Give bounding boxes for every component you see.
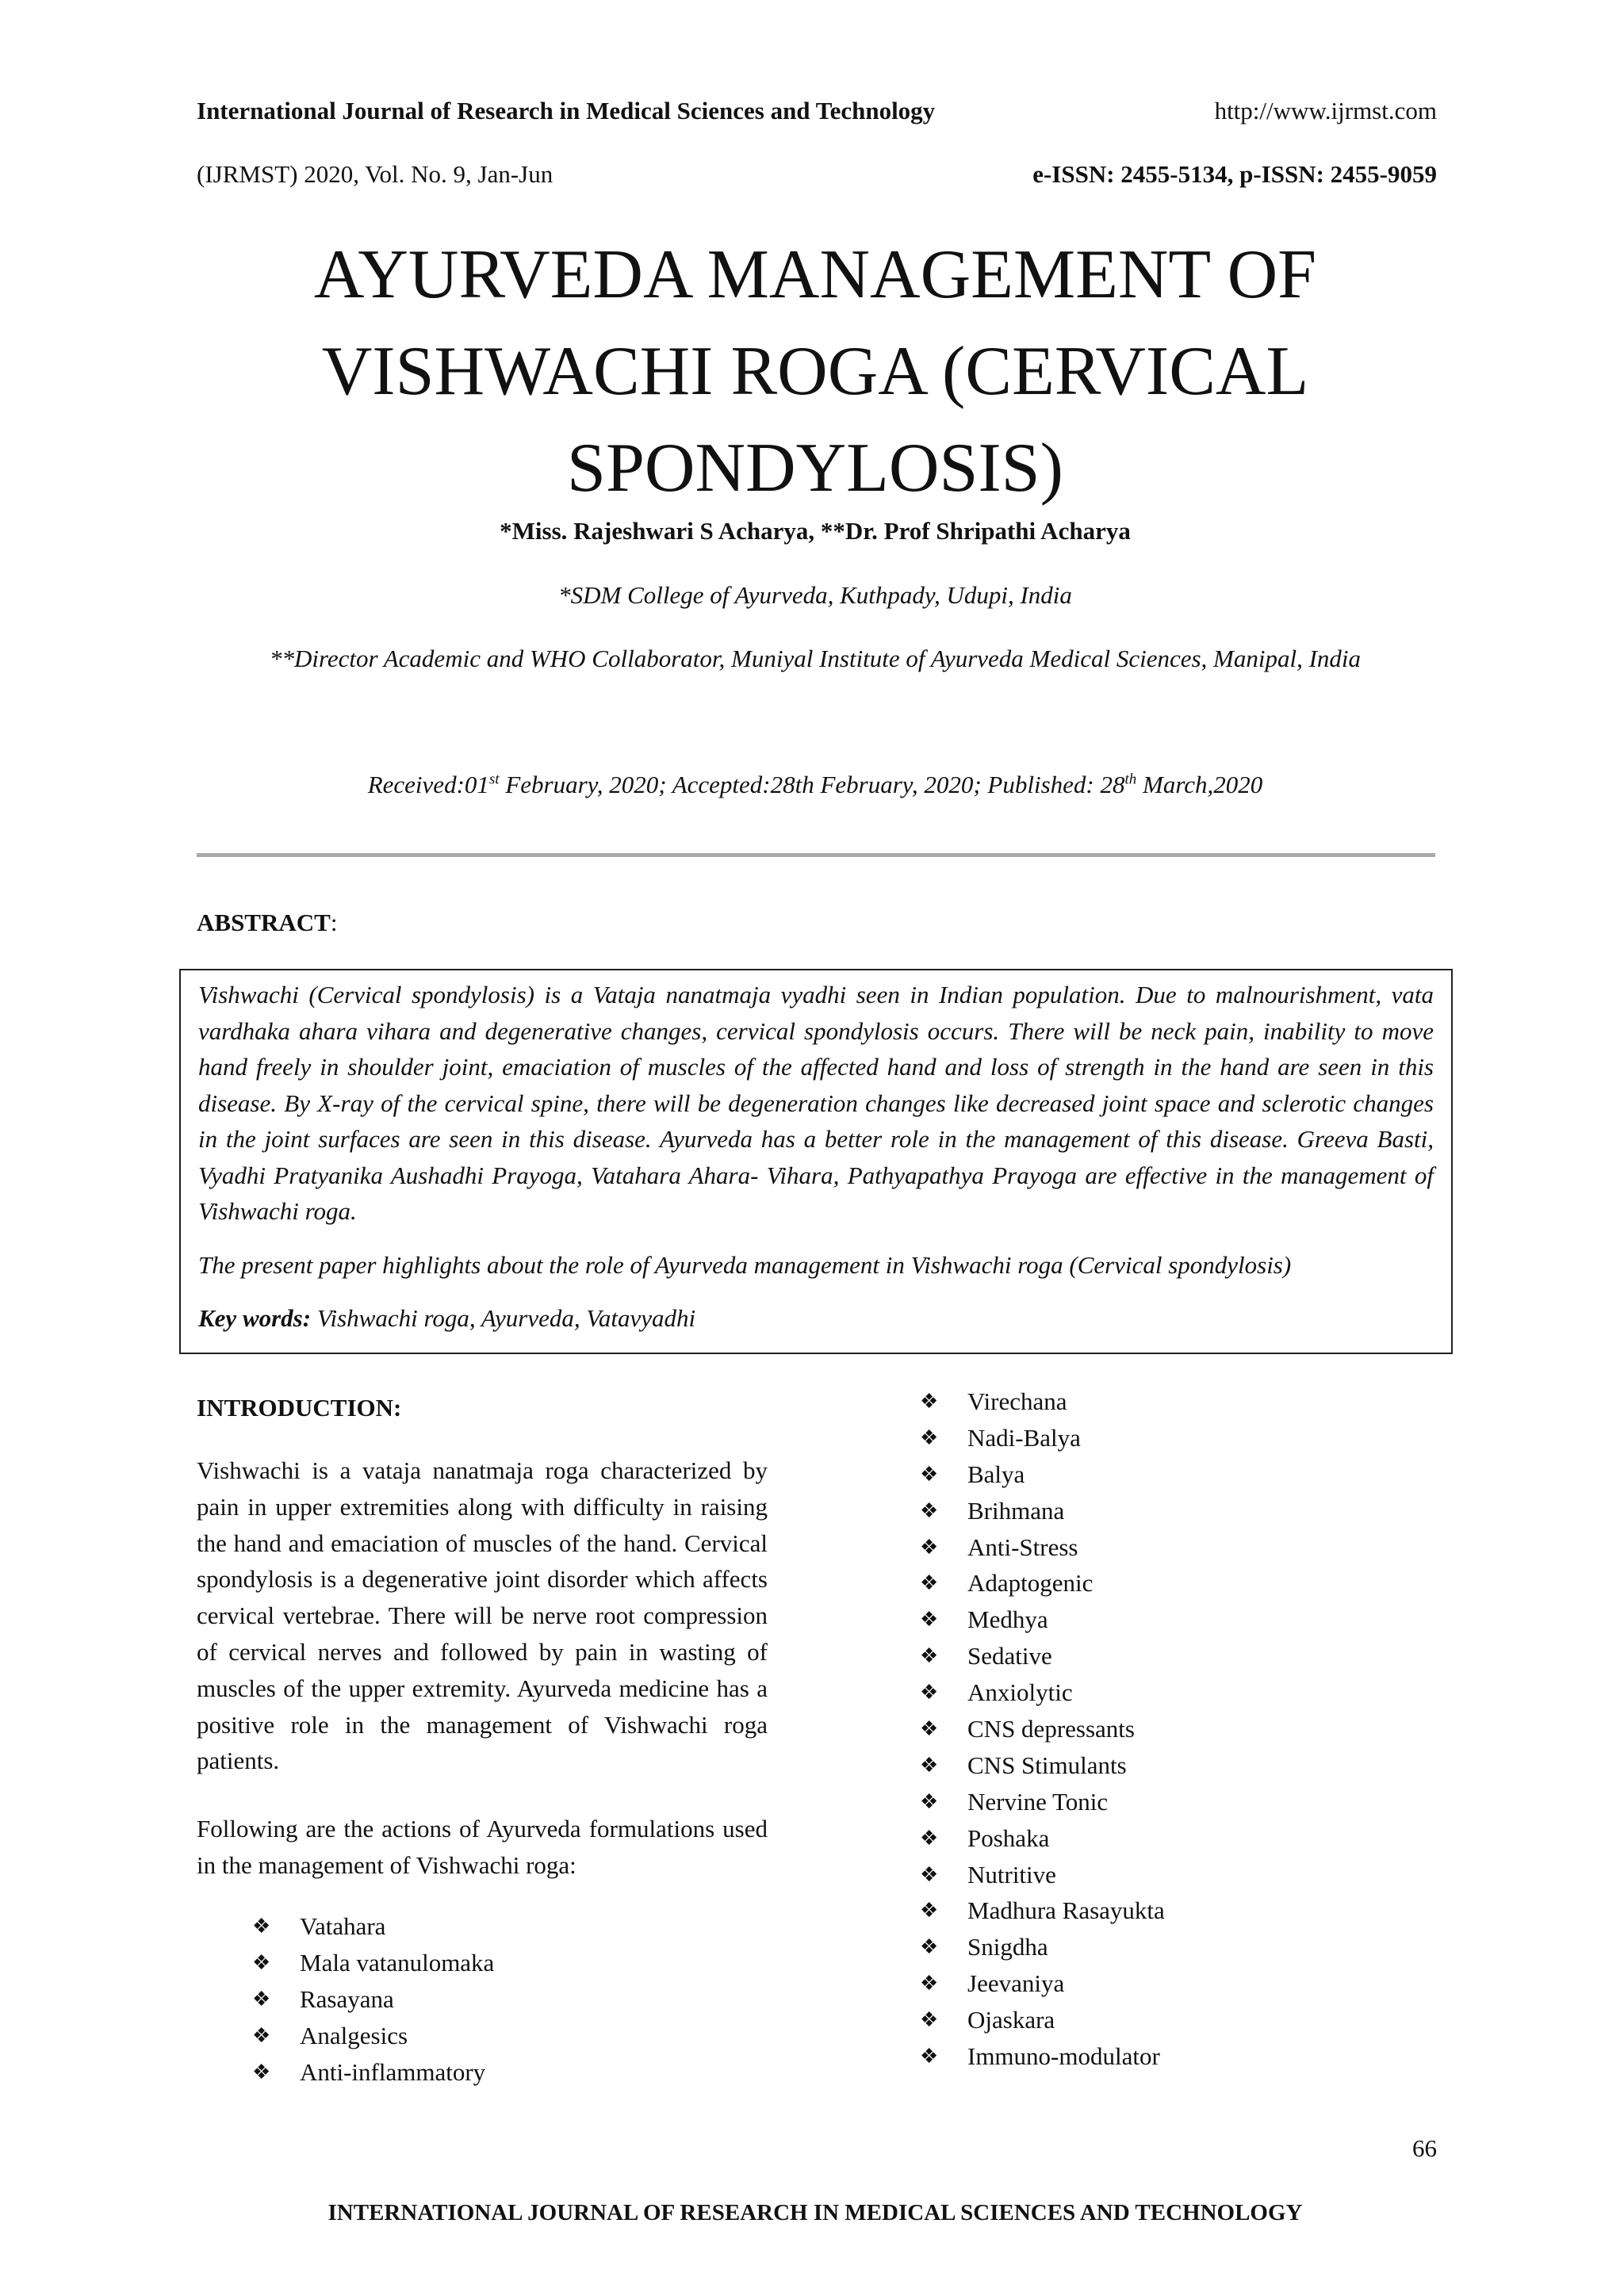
footer-journal-name: INTERNATIONAL JOURNAL OF RESEARCH IN MEDICAL SCIENCES AND TECHNOLOGY [327,2200,1303,2225]
bullet-icon: ❖ [920,1462,939,1486]
list-item [920,1747,1396,1784]
list-item [920,1711,1396,1747]
bullet-icon: ❖ [920,1899,939,1923]
list-item-label: Anti-Stress [967,1533,1078,1561]
bullet-icon: ❖ [920,1425,939,1449]
list-item-label: Sedative [967,1642,1052,1670]
bullet-icon: ❖ [920,1753,939,1777]
issn-info: e-ISSN: 2455-5134, p-ISSN: 2455-9059 [1032,160,1437,188]
list-item [920,1565,1396,1601]
keywords-label: Key words: [198,1304,312,1332]
title-line-2: VISHWACHI ROGA (CERVICAL [321,333,1309,410]
list-item-label: Nervine Tonic [967,1787,1109,1816]
journal-name: International Journal of Research in Medical Sciences and Technology [197,97,936,124]
published-sup: th [1124,771,1137,788]
list-item [920,1601,1396,1638]
list-item [252,1908,728,1945]
list-item-label: Virechana [967,1387,1067,1415]
bullet-icon: ❖ [920,1498,939,1522]
bullet-icon: ❖ [920,2008,939,2032]
bullet-icon: ❖ [920,1644,939,1668]
list-item [920,1493,1396,1529]
abstract-label: ABSTRACT [197,909,331,936]
introduction-heading: INTRODUCTION: [197,1394,402,1422]
bullet-icon: ❖ [920,1535,939,1559]
list-item-label: Vatahara [300,1912,386,1940]
bullet-icon: ❖ [920,2045,939,2068]
bullet-icon: ❖ [252,1987,271,2011]
bullet-icon: ❖ [252,1915,271,1938]
list-item [920,1784,1396,1820]
abstract-paragraph-2: The present paper highlights about the role of Ayurveda management in Vishwachi roga (Cervical spondylosis) [198,1250,1292,1279]
received-date: Received:01 [367,771,489,798]
list-item [920,1857,1396,1893]
paper-title [197,227,1434,517]
list-item-label: CNS Stimulants [967,1751,1127,1779]
bullet-icon: ❖ [920,1862,939,1886]
right-actions-list [920,1383,1396,2075]
list-item [920,1456,1396,1493]
bullet-icon: ❖ [920,1826,939,1850]
list-item [252,1945,728,1981]
published-date: March,2020 [1136,771,1263,798]
list-item-label: Ojaskara [967,2006,1055,2034]
list-item [920,1674,1396,1711]
abstract-paragraph-1: Vishwachi (Cervical spondylosis) is a Vataja nanatmaja vyadhi seen in Indian population. Due to malnourishment, vata vardhaka ahara vihara and degenerative changes, cervical spondylosis occurs. There will be neck pain, inability to move hand freely in shoulder joint, emaciation of muscles of the affected hand and loss of strength in the hand are seen in this disease. By X-ray of the cervical spine, there will be degeneration changes like decreased joint space and sclerotic changes in the joint surfaces are seen in this disease. Ayurveda has a better role in the management of this disease. Greeva Basti, Vyadhi Pratyanika Aushadhi Prayoga, Vatahara Ahara- Vihara, Pathyapathya Prayoga are effective in the management of Vishwachi roga. [198,981,1434,1225]
list-item-label: Rasayana [300,1984,394,2013]
bullet-icon: ❖ [920,1972,939,1996]
journal-url[interactable]: http://www.ijrmst.com [1214,97,1437,124]
publication-dates [197,771,1434,799]
bullet-icon: ❖ [920,1789,939,1813]
introduction-paragraph-1: Vishwachi is a vataja nanatmaja roga characterized by pain in upper extremities along with difficulty in raising the hand and emaciation of muscles of the hand. Cervical spondylosis is a degenerative joint disorder which affects cervical vertebrae. There will be nerve root compression of cervical nerves and followed by pain in wasting of muscles of the upper extremity. Ayurveda medicine has a positive role in the management of Vishwachi roga patients. [197,1456,768,1775]
abstract-heading [197,909,337,937]
list-item [920,1420,1396,1456]
title-line-1: AYURVEDA MANAGEMENT OF [313,236,1317,313]
list-item [920,1820,1396,1857]
list-item [252,1981,728,2018]
section-divider [197,853,1435,857]
list-item-label: Medhya [967,1605,1048,1634]
list-item-label: Immuno-modulator [967,2042,1160,2071]
authors: *Miss. Rajeshwari S Acharya, **Dr. Prof Shripathi Acharya [500,517,1131,545]
page-number: 66 [1412,2134,1437,2162]
affiliation-2: **Director Academic and WHO Collaborator, Muniyal Institute of Ayurveda Medical Sciences, Manipal, India [269,645,1362,672]
list-item [920,2002,1396,2038]
list-item-label: Madhura Rasayukta [967,1896,1165,1925]
list-item-label: Balya [967,1460,1025,1488]
list-item-label: Jeevaniya [967,1969,1065,1998]
list-item-label: Nutritive [967,1860,1056,1888]
keywords-text: Vishwachi roga, Ayurveda, Vatavyadhi [311,1304,696,1332]
list-item [920,1383,1396,1420]
introduction-paragraph-2: Following are the actions of Ayurveda formulations used in the management of Vishwachi roga: [197,1815,768,1879]
list-item-label: Snigdha [967,1933,1048,1961]
bullet-icon: ❖ [920,1935,939,1959]
issue-info: (IJRMST) 2020, Vol. No. 9, Jan-Jun [197,160,553,188]
left-actions-list [252,1908,728,2090]
bullet-icon: ❖ [920,1608,939,1632]
list-item [920,1638,1396,1674]
list-item-label: Anxiolytic [967,1678,1073,1707]
list-item [920,1892,1396,1929]
affiliation-1: *SDM College of Ayurveda, Kuthpady, Udupi, India [558,581,1072,609]
list-item [252,2054,728,2091]
abstract-box [179,969,1453,1354]
bullet-icon: ❖ [252,2060,271,2084]
list-item-label: Brihmana [967,1496,1065,1525]
list-item [252,2018,728,2054]
list-item-label: CNS depressants [967,1715,1135,1743]
list-item [920,2038,1396,2075]
bullet-icon: ❖ [920,1571,939,1595]
bullet-icon: ❖ [252,1950,271,1974]
list-item [920,1965,1396,2002]
title-line-3: SPONDYLOSIS) [567,430,1063,507]
list-item [920,1529,1396,1566]
list-item [920,1929,1396,1965]
bullet-icon: ❖ [920,1390,939,1413]
abstract-colon: : [330,909,338,936]
list-item-label: Nadi-Balya [967,1423,1081,1452]
list-item-label: Mala vatanulomaka [300,1948,495,1976]
bullet-icon: ❖ [920,1681,939,1705]
accepted-date: February, 2020; Accepted:28th February, 2020; Published: 28 [499,771,1125,798]
bullet-icon: ❖ [920,1717,939,1741]
received-sup: st [488,771,500,788]
list-item-label: Anti-inflammatory [300,2057,486,2086]
keywords [198,1300,1434,1337]
list-item-label: Poshaka [967,1823,1050,1852]
list-item-label: Analgesics [300,2021,408,2049]
list-item-label: Adaptogenic [967,1569,1094,1598]
bullet-icon: ❖ [252,2023,271,2047]
